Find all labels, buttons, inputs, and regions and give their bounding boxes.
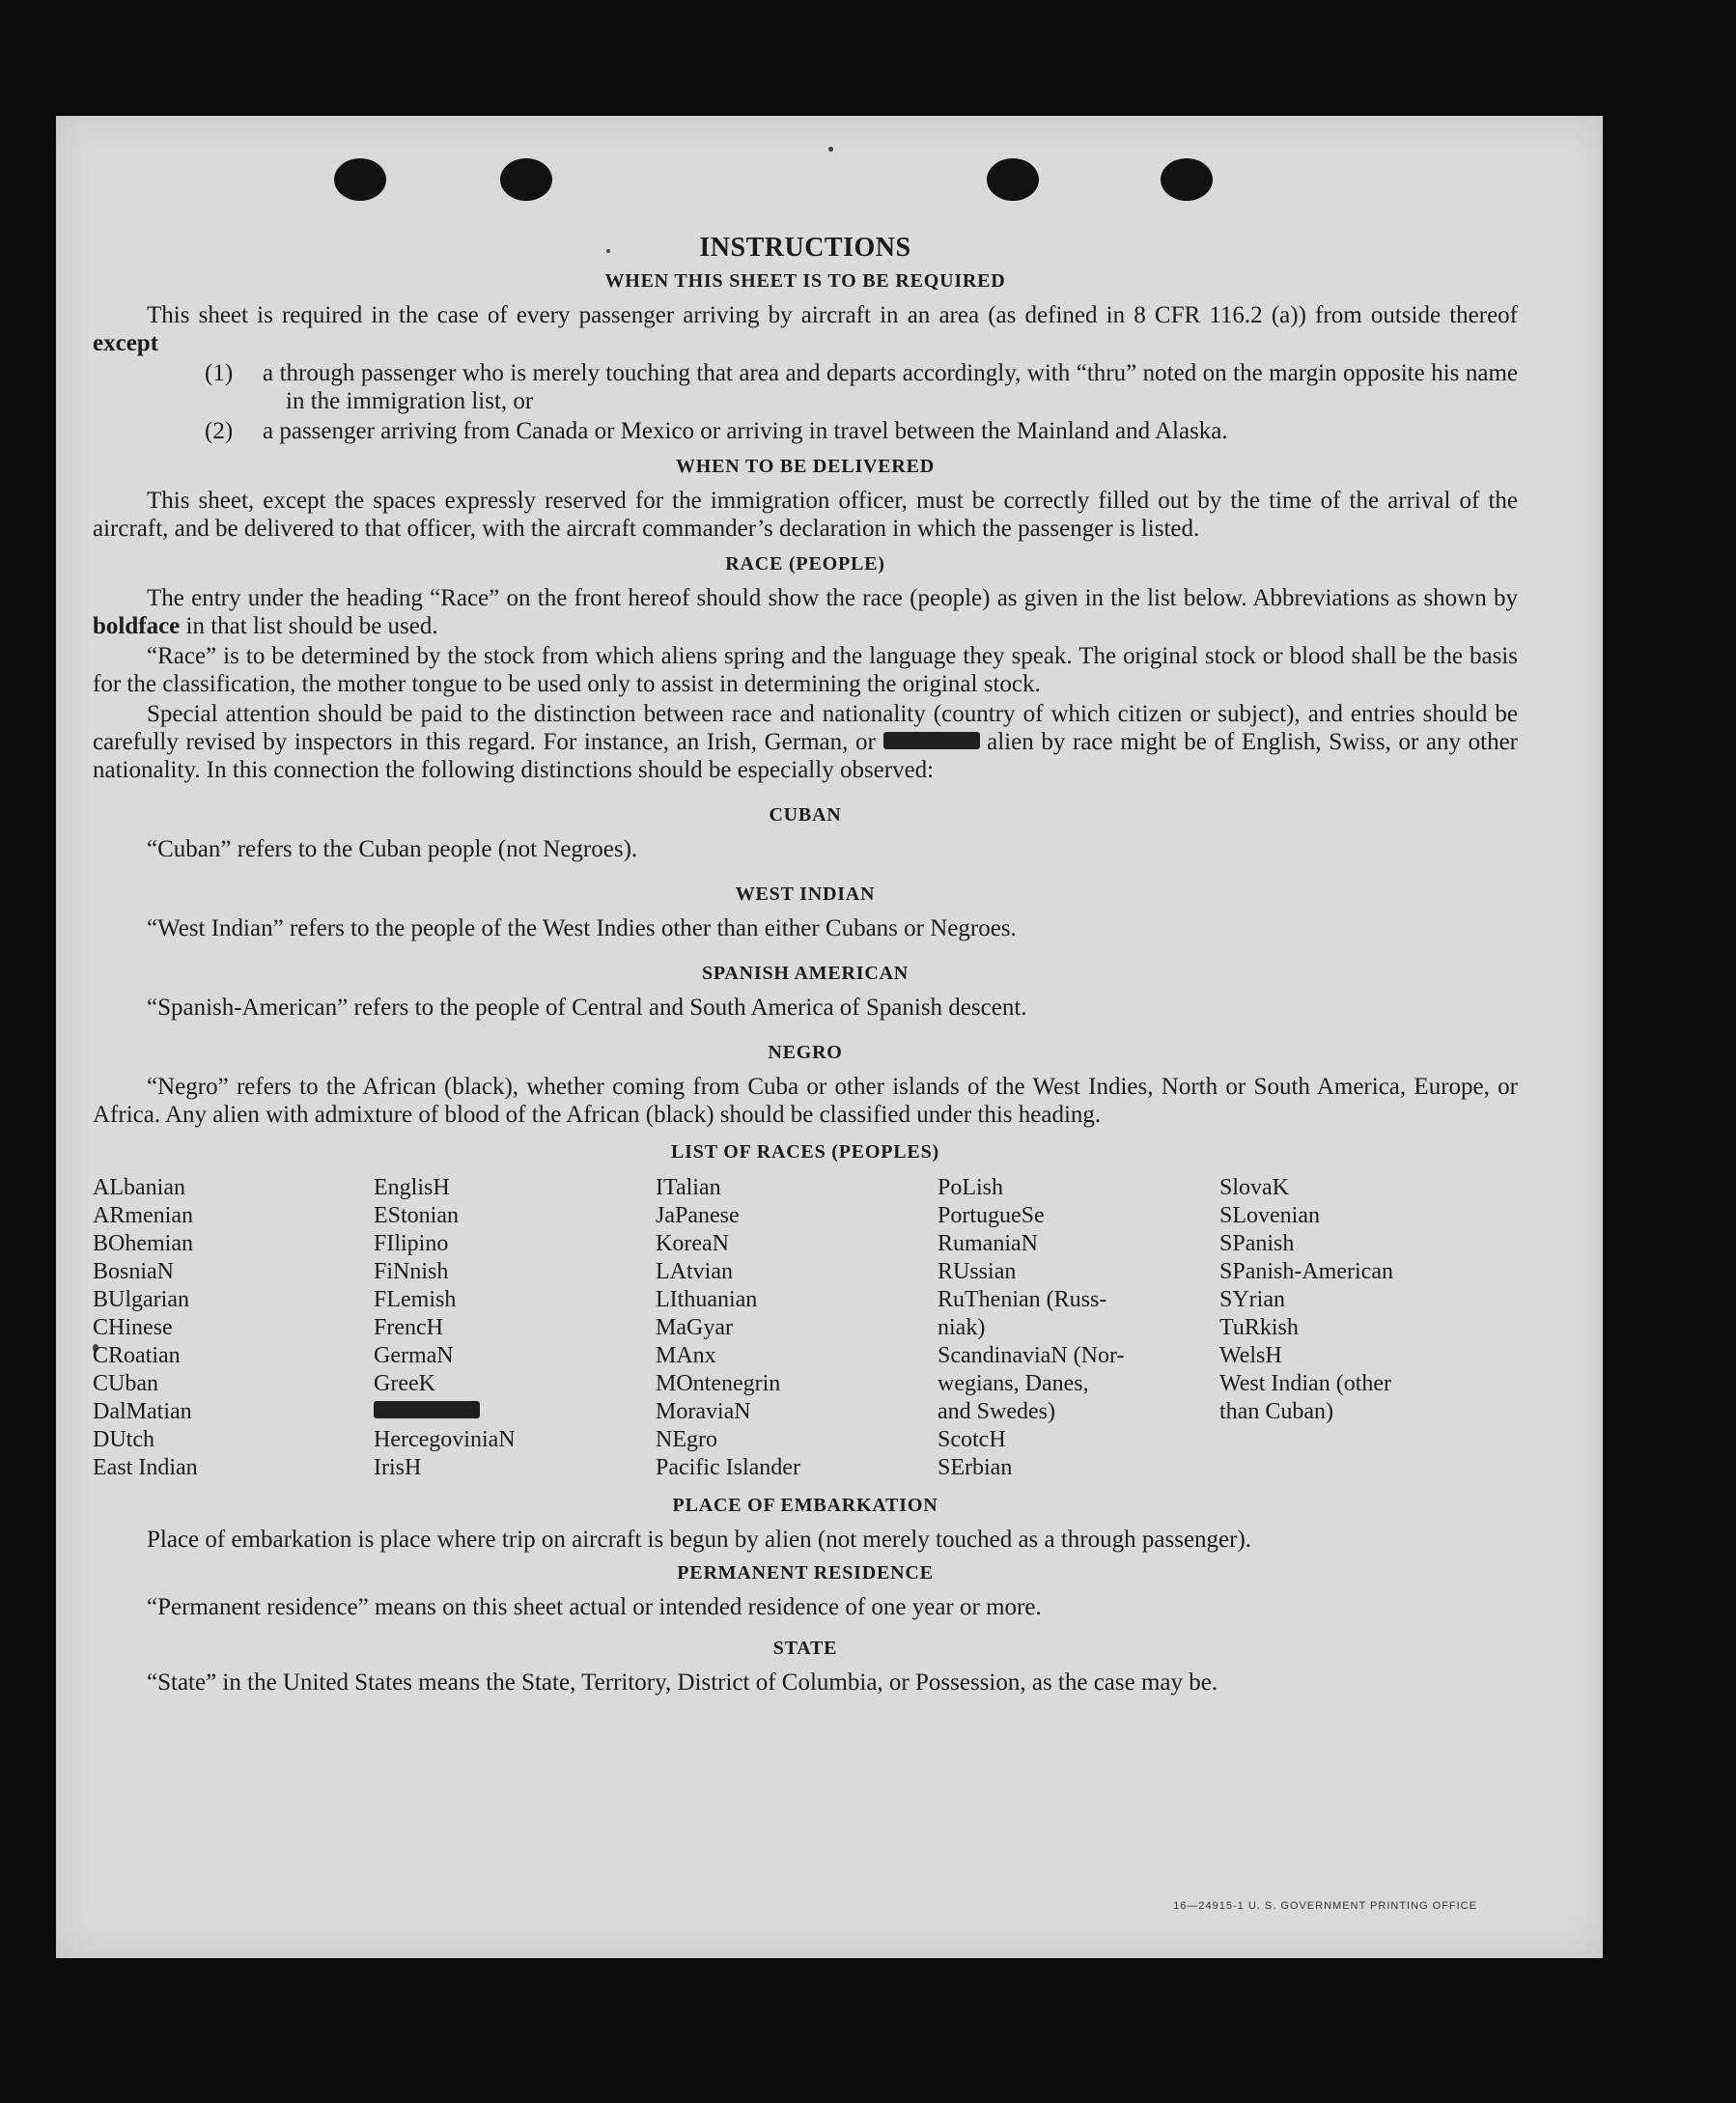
required-intro-bold: except bbox=[93, 330, 159, 356]
race-entry: LAtvian bbox=[656, 1259, 733, 1284]
race-list bbox=[93, 1174, 1518, 1482]
race-entry: BosniaN bbox=[93, 1259, 174, 1284]
race-entry: DUtch bbox=[93, 1427, 154, 1452]
list-item-number: (2) bbox=[205, 418, 234, 444]
race-entry: GermaN bbox=[374, 1343, 454, 1368]
race-entry: EnglisH bbox=[374, 1175, 450, 1200]
race-entry: EStonian bbox=[374, 1203, 459, 1228]
race-column bbox=[656, 1174, 938, 1482]
race-column bbox=[93, 1174, 374, 1482]
state-text: “State” in the United States means the State, Territory, District of Columbia, or Possession, as the case may be. bbox=[147, 1669, 1218, 1696]
punch-hole bbox=[1161, 158, 1213, 201]
cuban-text: “Cuban” refers to the Cuban people (not Negroes). bbox=[147, 836, 638, 862]
section-heading-negro: NEGRO bbox=[768, 1042, 843, 1063]
race-entry: FIlipino bbox=[374, 1231, 449, 1256]
list-item-text: a through passenger who is merely touching that area and departs accordingly, with “thru” noted on the margin opposite his name in the immigration list, or bbox=[263, 360, 1518, 414]
race-entry: FLemish bbox=[374, 1287, 457, 1312]
race-p3-text: Special attention should be paid to the distinction between race and nationality (country of which citizen or subject), and entries should be carefully revised by inspectors in this regard. For instance, an Irish, German, or bbox=[93, 701, 1518, 755]
race-entry: ALbanian bbox=[93, 1175, 185, 1200]
race-entry: ITalian bbox=[656, 1175, 721, 1200]
punch-hole bbox=[987, 158, 1039, 201]
punch-hole bbox=[334, 158, 386, 201]
race-entry: East Indian bbox=[93, 1455, 198, 1480]
speck bbox=[828, 147, 833, 152]
race-entry: LIthuanian bbox=[656, 1287, 758, 1312]
list-item-text: a passenger arriving from Canada or Mexico or arriving in travel between the Mainland and Alaska. bbox=[263, 418, 1228, 444]
race-entry: BOhemian bbox=[93, 1231, 193, 1256]
list-item bbox=[93, 359, 1518, 415]
race-entry: GreeK bbox=[374, 1371, 435, 1396]
race-entry: MaGyar bbox=[656, 1315, 733, 1340]
race-entry: FrencH bbox=[374, 1315, 443, 1340]
race-entry: RumaniaN bbox=[938, 1231, 1038, 1256]
race-column bbox=[1219, 1174, 1519, 1482]
section-heading-residence: PERMANENT RESIDENCE bbox=[677, 1562, 934, 1584]
document-sheet bbox=[56, 116, 1603, 1958]
race-entry: ARmenian bbox=[93, 1203, 193, 1228]
race-entry: WelsH bbox=[1219, 1343, 1282, 1368]
race-entry: CRoatian bbox=[93, 1343, 181, 1368]
race-entry: West Indian (other than Cuban) bbox=[1219, 1371, 1392, 1424]
west-indian-text: “West Indian” refers to the people of the West Indies other than either Cubans or Negroes. bbox=[147, 915, 1017, 941]
race-entry: IrisH bbox=[374, 1455, 422, 1480]
race-column bbox=[938, 1174, 1219, 1482]
section-heading-delivered: WHEN TO BE DELIVERED bbox=[675, 456, 936, 477]
section-heading-spanish-american: SPANISH AMERICAN bbox=[701, 963, 910, 984]
spanish-american-text: “Spanish-American” refers to the people of Central and South America of Spanish descent. bbox=[147, 995, 1027, 1021]
race-entry: SYrian bbox=[1219, 1287, 1285, 1312]
race-entry: SPanish-American bbox=[1219, 1259, 1393, 1284]
race-entry: RuThenian (Russ- niak) bbox=[938, 1287, 1107, 1340]
race-entry: SlovaK bbox=[1219, 1175, 1289, 1200]
redaction-mark bbox=[374, 1401, 480, 1418]
race-entry: BUlgarian bbox=[93, 1287, 189, 1312]
race-entry: FiNnish bbox=[374, 1259, 449, 1284]
race-entry: PoLish bbox=[938, 1175, 1004, 1200]
race-entry: SLovenian bbox=[1219, 1203, 1320, 1228]
race-entry: PortugueSe bbox=[938, 1203, 1045, 1228]
page-title: INSTRUCTIONS bbox=[699, 233, 911, 263]
race-entry: MOntenegrin bbox=[656, 1371, 781, 1396]
race-entry: SPanish bbox=[1219, 1231, 1295, 1256]
redaction-mark bbox=[883, 732, 980, 749]
race-entry: DalMatian bbox=[93, 1399, 192, 1424]
race-paragraph-1 bbox=[93, 584, 1518, 640]
list-item-number: (1) bbox=[205, 360, 234, 386]
section-heading-race-list: LIST OF RACES (PEOPLES) bbox=[671, 1141, 939, 1163]
race-entry: ScotcH bbox=[938, 1427, 1006, 1452]
race-entry: SErbian bbox=[938, 1455, 1013, 1480]
section-heading-race: RACE (PEOPLE) bbox=[725, 553, 885, 575]
section-heading-cuban: CUBAN bbox=[769, 804, 842, 826]
race-paragraph-3 bbox=[93, 700, 1518, 784]
race-entry bbox=[374, 1398, 656, 1426]
punch-hole bbox=[500, 158, 552, 201]
race-p3-text-end: alien by race might be of English, Swiss, or any other nationality. In this connection the following distinctions should be especially observed: bbox=[93, 729, 1519, 783]
section-heading-state: STATE bbox=[772, 1638, 838, 1659]
negro-text: “Negro” refers to the African (black), whether coming from Cuba or other islands of the West Indies, North or South America, Europe, or Africa. Any alien with admixture of blood of the African (black) should be classified under this heading. bbox=[93, 1074, 1518, 1128]
printing-office-code: 16—24915-1 U. S. GOVERNMENT PRINTING OFFICE bbox=[1173, 1900, 1477, 1912]
race-entry: MoraviaN bbox=[656, 1399, 751, 1424]
required-intro bbox=[93, 301, 1518, 357]
delivered-text: This sheet, except the spaces expressly reserved for the immigration officer, must be correctly filled out by the time of the arrival of the aircraft, and be delivered to that officer, with the aircraft commander’s declaration in which the passenger is listed. bbox=[93, 488, 1518, 542]
race-entry: CUban bbox=[93, 1371, 158, 1396]
race-entry: Pacific Islander bbox=[656, 1455, 800, 1480]
race-entry: CHinese bbox=[93, 1315, 173, 1340]
race-entry: NEgro bbox=[656, 1427, 717, 1452]
section-heading-west-indian: WEST INDIAN bbox=[735, 883, 876, 905]
race-entry: HercegoviniaN bbox=[374, 1427, 516, 1452]
race-entry: KoreaN bbox=[656, 1231, 729, 1256]
race-p1-text-end: in that list should be used. bbox=[180, 613, 438, 639]
race-entry: TuRkish bbox=[1219, 1315, 1299, 1340]
race-paragraph-2: “Race” is to be determined by the stock from which aliens spring and the language they speak. The original stock or blood shall be the basis for the classification, the mother tongue to be used only to assist in determining the original stock. bbox=[93, 643, 1518, 697]
section-heading-embarkation: PLACE OF EMBARKATION bbox=[672, 1495, 938, 1516]
required-intro-text: This sheet is required in the case of every passenger arriving by aircraft in an area (as defined in 8 CFR 116.2 (a)) from outside thereof bbox=[147, 302, 1518, 328]
embarkation-text: Place of embarkation is place where trip on aircraft is begun by alien (not merely touched as a through passenger). bbox=[147, 1527, 1252, 1553]
race-entry: ScandinaviaN (Nor- wegians, Danes, and Swedes) bbox=[938, 1343, 1125, 1424]
list-item bbox=[93, 417, 1518, 445]
race-p1-bold: boldface bbox=[93, 613, 181, 639]
section-heading-required: WHEN THIS SHEET IS TO BE REQUIRED bbox=[604, 270, 1006, 292]
race-entry: MAnx bbox=[656, 1343, 716, 1368]
race-entry: RUssian bbox=[938, 1259, 1017, 1284]
race-column bbox=[374, 1174, 656, 1482]
race-p1-text: The entry under the heading “Race” on the front hereof should show the race (people) as given in the list below. Abbreviations as shown by bbox=[147, 585, 1518, 611]
instructions-body bbox=[93, 234, 1518, 1698]
race-entry: JaPanese bbox=[656, 1203, 740, 1228]
residence-text: “Permanent residence” means on this sheet actual or intended residence of one year or more. bbox=[147, 1594, 1042, 1620]
